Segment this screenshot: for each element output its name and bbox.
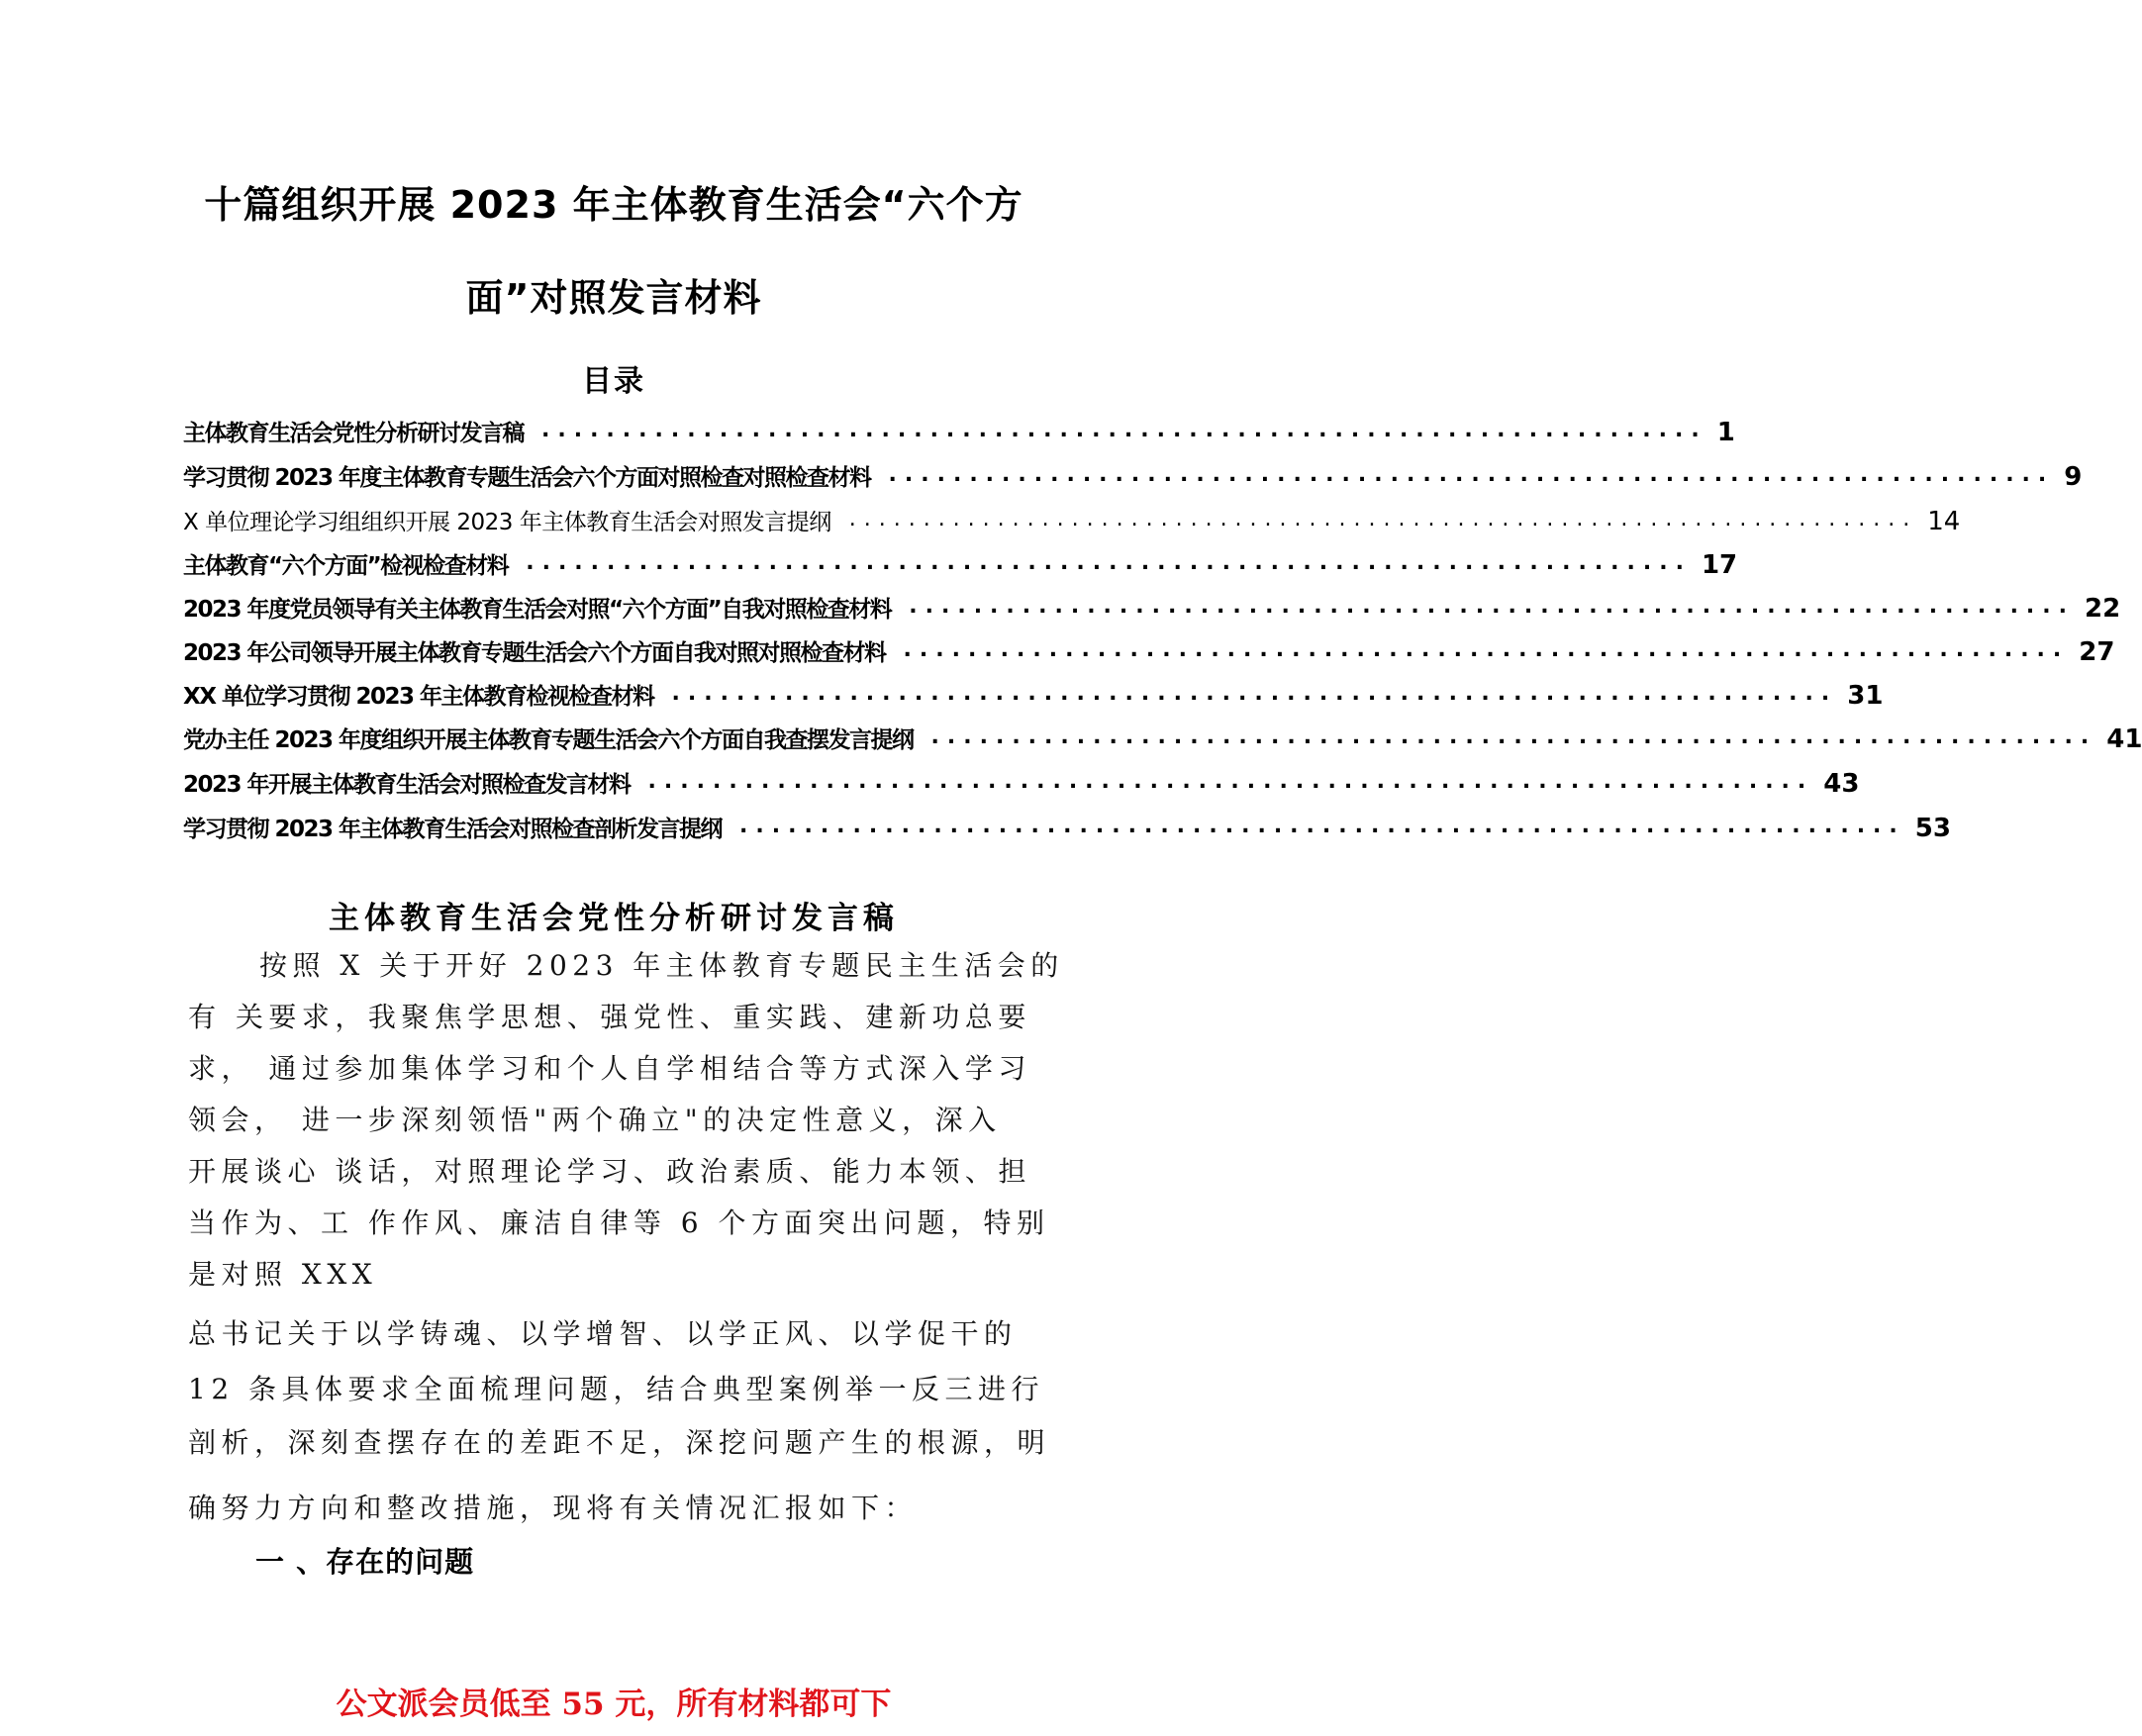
body-line: 12 条具体要求全面梳理问题，结合典型案例举一反三进行 [188,1373,1045,1405]
body-line: 有 关要求，我聚焦学思想、强党性、重实践、建新功总要 [188,1001,1031,1033]
body-line: 是对照 XXX [188,1258,378,1291]
toc-entry-title: 学习贯彻 2023 年度主体教育专题生活会六个方面对照检查对照检查材料 [183,465,871,491]
toc-entry-title: 2023 年度党员领导有关主体教育生活会对照“六个方面”自我对照检查材料 [183,597,892,623]
toc-heading: 目录 [582,364,645,399]
toc-leader-dots: ........................................................................ [930,724,2097,749]
body-line: 总书记关于以学铸魂、以学增智、以学正风、以学促干的 [188,1317,1018,1350]
section-subheading: 一 、存在的问题 [255,1545,475,1579]
body-line: 剖析，深刻查摆存在的差距不足，深挖问题产生的根源，明 [188,1426,1051,1459]
toc-entry-title: 党办主任 2023 年度组织开展主体教育专题生活会六个方面自我查摆发言提纲 [183,727,914,753]
body-line: 确努力方向和整改措施，现将有关情况汇报如下： [188,1492,919,1524]
toc-entry[interactable] [183,624,2115,667]
toc-entry-title: 主体教育生活会党性分析研讨发言稿 [183,421,524,446]
toc-entry-title: 学习贯彻 2023 年主体教育生活会对照检查剖析发言提纲 [183,817,723,842]
toc-entry[interactable] [183,493,1961,536]
body-line: 按照 X 关于开好 2023 年主体教育专题民主生活会的 [259,949,1064,982]
toc-entry-title: 2023 年公司领导开展主体教育专题生活会六个方面自我对照对照检查材料 [183,640,886,666]
toc-entry-title: 主体教育“六个方面”检视检查材料 [183,553,509,579]
toc-leader-dots: ........................................................................ [909,594,2075,619]
body-line: 求， 通过参加集体学习和个人自学相结合等方式深入学习 [188,1052,1031,1085]
toc-entry[interactable] [183,580,2121,624]
toc-leader-dots: ........................................................................ [903,637,2070,662]
toc-leader-dots: ........................................................................ [888,462,2055,487]
toc-entry-page: 53 [1914,814,1951,843]
toc-entry-page: 9 [2064,462,2083,492]
toc-entry[interactable] [183,404,1735,447]
toc-leader-dots: ........................................................................ [848,507,1918,531]
toc-entry-title: 2023 年开展主体教育生活会对照检查发言材料 [183,772,631,798]
body-line: 开展谈心 谈话，对照理论学习、政治素质、能力本领、担 [188,1155,1031,1188]
toc-leader-dots: ........................................................................ [647,769,1814,794]
toc-entry[interactable] [183,755,1860,799]
toc-entry-page: 22 [2085,594,2121,624]
toc-leader-dots: ........................................................................ [671,681,1838,706]
toc-entry[interactable] [183,448,2083,492]
body-line: 领会， 进一步深刻领悟"两个确立"的决定性意义，深入 [188,1104,1002,1136]
toc-entry-page: 14 [1927,507,1961,536]
toc-leader-dots: ........................................................................ [526,550,1692,575]
toc-entry-page: 17 [1701,550,1738,580]
toc-entry[interactable] [183,711,2142,754]
body-line: 当作为、工 作作风、廉洁自律等 6 个方面突出问题，特别 [188,1206,1050,1239]
toc-entry[interactable] [183,667,1884,711]
toc-entry-page: 41 [2106,724,2142,754]
toc-leader-dots: ........................................................................ [541,418,1707,442]
toc-leader-dots: ........................................................................ [739,814,1905,838]
toc-entry[interactable] [183,536,1738,580]
toc-entry-page: 1 [1716,418,1735,447]
toc-entry-page: 31 [1847,681,1884,711]
toc-entry-title: X 单位理论学习组组织开展 2023 年主体教育生活会对照发言提纲 [183,510,831,535]
toc-entry-page: 43 [1823,769,1860,799]
section-title: 主体教育生活会党性分析研讨发言稿 [329,901,899,936]
toc-entry-page: 27 [2079,637,2115,667]
promo-footer: 公文派会员低至 55 元，所有材料都可下 [336,1687,892,1722]
toc-entry-title: XX 单位学习贯彻 2023 年主体教育检视检查材料 [183,684,654,710]
document-title-line-2: 面”对照发言材料 [465,276,762,320]
document-title-line-1: 十篇组织开展 2023 年主体教育生活会“六个方 [204,183,1023,227]
toc-entry[interactable] [183,800,1951,843]
